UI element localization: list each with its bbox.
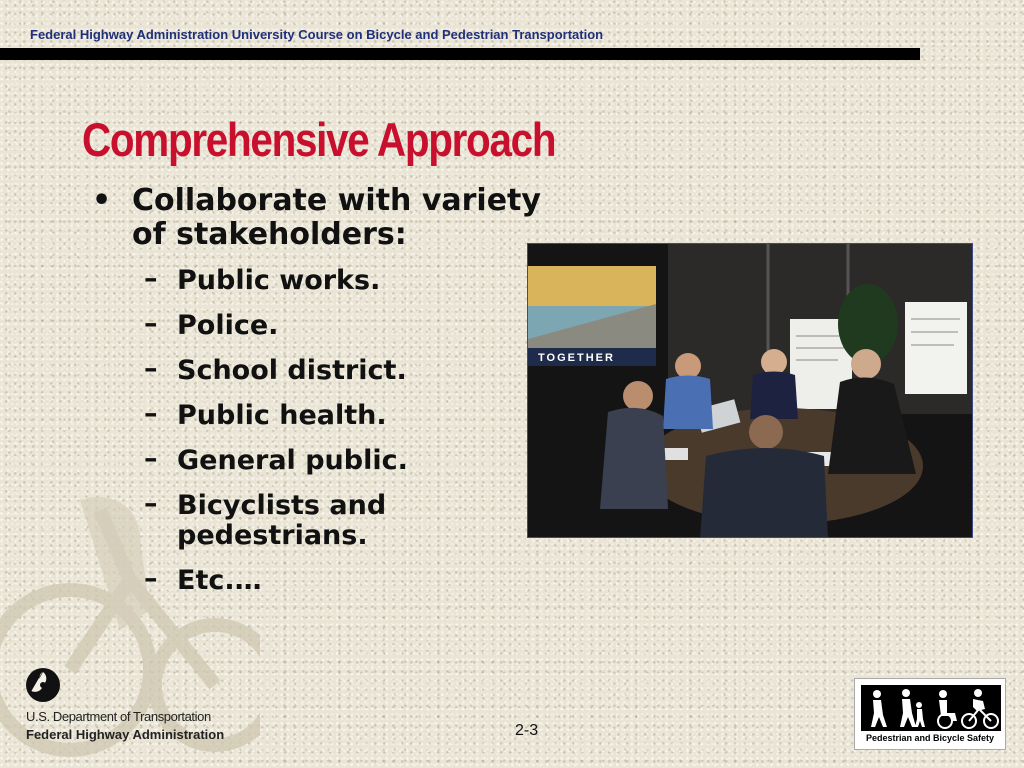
dot-logo-icon [24, 666, 62, 704]
list-item-text: Public works. [177, 265, 381, 296]
list-item-text: Etc.… [177, 565, 262, 596]
bullet-marker: • [92, 183, 112, 218]
list-item-text: School district. [177, 355, 407, 386]
slide-title: Comprehensive Approach [82, 113, 556, 166]
stakeholder-list [144, 263, 474, 611]
main-bullet-text: Collaborate with variety of stakeholders: [132, 183, 541, 252]
list-item [144, 563, 474, 596]
list-item-text: General public. [177, 445, 408, 476]
list-item [144, 443, 474, 476]
list-item-text: Bicyclists and pedestrians. [177, 490, 387, 551]
dash-marker: – [144, 443, 158, 474]
pedestrian-bicycle-safety-logo [854, 678, 1006, 750]
dash-marker: – [144, 263, 158, 294]
department-name: U.S. Department of Transportation [26, 709, 211, 724]
list-item [144, 353, 474, 386]
safety-logo-label: Pedestrian and Bicycle Safety [865, 733, 995, 743]
list-item [144, 263, 474, 296]
dash-marker: – [144, 308, 158, 339]
header-title: Federal Highway Administration University Course on Bicycle and Pedestrian Transportation [30, 27, 604, 42]
dash-marker: – [144, 488, 158, 519]
header-rule [0, 48, 920, 60]
page-number: 2-3 [515, 722, 539, 739]
svg-text:TOGETHER: TOGETHER [538, 352, 615, 364]
meeting-photo [527, 243, 973, 538]
list-item [144, 488, 474, 551]
list-item-text: Public health. [177, 400, 387, 431]
list-item [144, 398, 474, 431]
list-item [144, 308, 474, 341]
list-item-text: Police. [177, 310, 279, 341]
safety-pictograms-icon [861, 685, 1001, 731]
meeting-photo-illustration [528, 244, 973, 538]
dash-marker: – [144, 563, 158, 594]
main-bullet [92, 184, 562, 252]
dash-marker: – [144, 398, 158, 429]
agency-name: Federal Highway Administration [26, 727, 225, 742]
dash-marker: – [144, 353, 158, 384]
